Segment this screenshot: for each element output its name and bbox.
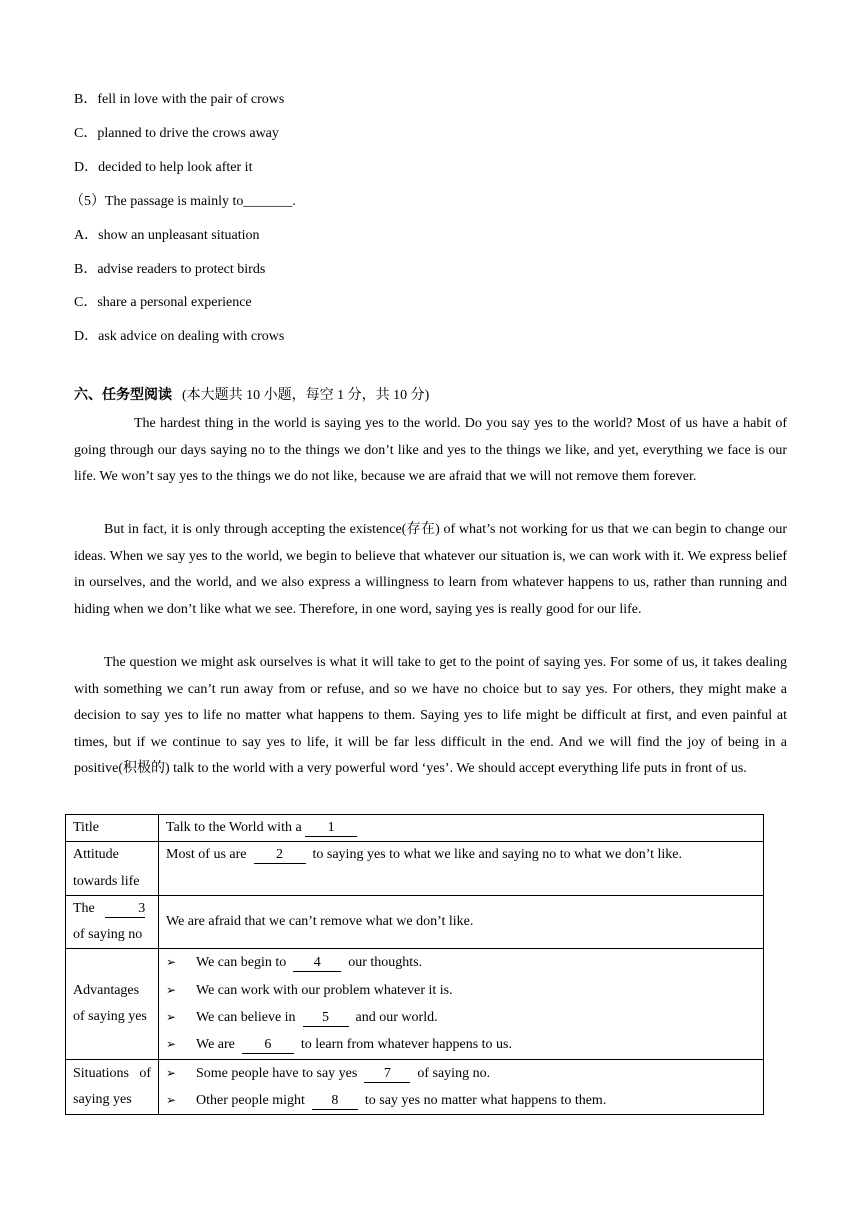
q5-option-c: C．share a personal experience [74, 295, 252, 310]
task-table [65, 814, 764, 1115]
q5-option-d: D．ask advice on dealing with crows [74, 329, 285, 344]
table-row [66, 1059, 764, 1115]
arrow-bullet-icon: ➢ [166, 1092, 177, 1107]
option-d: D．decided to help look after it [74, 160, 253, 175]
table-row [66, 842, 764, 896]
blank-7: 7 [364, 1066, 410, 1083]
blank-1: 1 [305, 820, 357, 837]
row-label-title: Title [66, 815, 159, 842]
option-c: C．planned to drive the crows away [74, 126, 279, 141]
q5-option-a: A．show an unpleasant situation [74, 228, 260, 243]
row-content-title: Talk to the World with a 1 [159, 815, 764, 842]
passage-paragraph-1: The hardest thing in the world is saying yes to the world. Do you say yes to the world? Most of us have a habit of going through our days saying no to the things we don’t like and yes to the things we like, and yet, everything we face is our life. We won’t say yes to the things we do not like, because we are afraid that we will not remove them forever. [74, 416, 787, 484]
row-label-situations: Situations of saying yes [66, 1059, 159, 1115]
passage-paragraph-2: But in fact, it is only through accepting the existence(存在) of what’s not working for us that we can begin to change our ideas. When we say yes to the world, we begin to believe that whatever our situation is, we can work with it. We express belief in ourselves, and the world, and we also express a willingness to learn from whatever happens to us, rather than running and hiding when we don’t like what we see. Therefore, in one word, saying yes is really good for our life. [74, 522, 787, 617]
section-number: 六、 [74, 388, 102, 403]
arrow-bullet-icon: ➢ [166, 955, 177, 970]
section-note: (本大题共 10 小题，每空 1 分，共 10 分) [182, 388, 430, 403]
row-label-advantages: Advantages of saying yes [66, 949, 159, 1059]
list-item: ➢ We can work with our problem whatever it is. [166, 977, 756, 1004]
arrow-bullet-icon: ➢ [166, 1037, 177, 1052]
list-item: ➢ We can begin to 4 our thoughts. [166, 949, 756, 976]
arrow-bullet-icon: ➢ [166, 1010, 177, 1025]
row-content-advantages [159, 949, 764, 1059]
row-content-reason: We are afraid that we can’t remove what we don’t like. [159, 895, 764, 949]
list-item: ➢ We are 6 to learn from whatever happens to us. [166, 1031, 756, 1058]
blank-2: 2 [254, 847, 306, 864]
row-label-reason: The 3 of saying no [66, 895, 159, 949]
row-content-situations [159, 1059, 764, 1115]
question-5-stem: （5）The passage is mainly to_______. [70, 194, 296, 209]
table-row [66, 815, 764, 842]
blank-8: 8 [312, 1093, 358, 1110]
blank-6: 6 [242, 1037, 294, 1054]
list-item: ➢ Some people have to say yes 7 of saying no. [166, 1060, 756, 1087]
row-label-attitude: Attitude towards life [66, 842, 159, 896]
blank-3: 3 [105, 901, 145, 918]
blank-4: 4 [293, 955, 341, 972]
option-b: B．fell in love with the pair of crows [74, 92, 285, 107]
table-row [66, 895, 764, 949]
section-title: 任务型阅读 [102, 388, 172, 403]
blank-5: 5 [303, 1010, 349, 1027]
list-item: ➢ Other people might 8 to say yes no matter what happens to them. [166, 1087, 756, 1114]
list-item: ➢ We can believe in 5 and our world. [166, 1004, 756, 1031]
arrow-bullet-icon: ➢ [166, 982, 177, 997]
q5-option-b: B．advise readers to protect birds [74, 262, 266, 277]
passage-paragraph-3: The question we might ask ourselves is what it will take to get to the point of saying yes. For some of us, it takes dealing with something we can’t run away from or refuse, and so we have no choice but to say yes. For others, they might make a decision to say yes to life no matter what happens to them. Saying yes to life might be difficult at first, and even painful at times, but if we continue to say yes to life, it will be far less difficult in the end. And we will find the joy of being in a positive(积极的) talk to the world with a very powerful word ‘yes’. We should accept everything life puts in front of us. [74, 655, 787, 776]
table-row [66, 949, 764, 1059]
row-content-attitude: Most of us are 2 to saying yes to what we like and saying no to what we don’t like. [159, 842, 764, 896]
arrow-bullet-icon: ➢ [166, 1065, 177, 1080]
section-heading [74, 386, 429, 406]
